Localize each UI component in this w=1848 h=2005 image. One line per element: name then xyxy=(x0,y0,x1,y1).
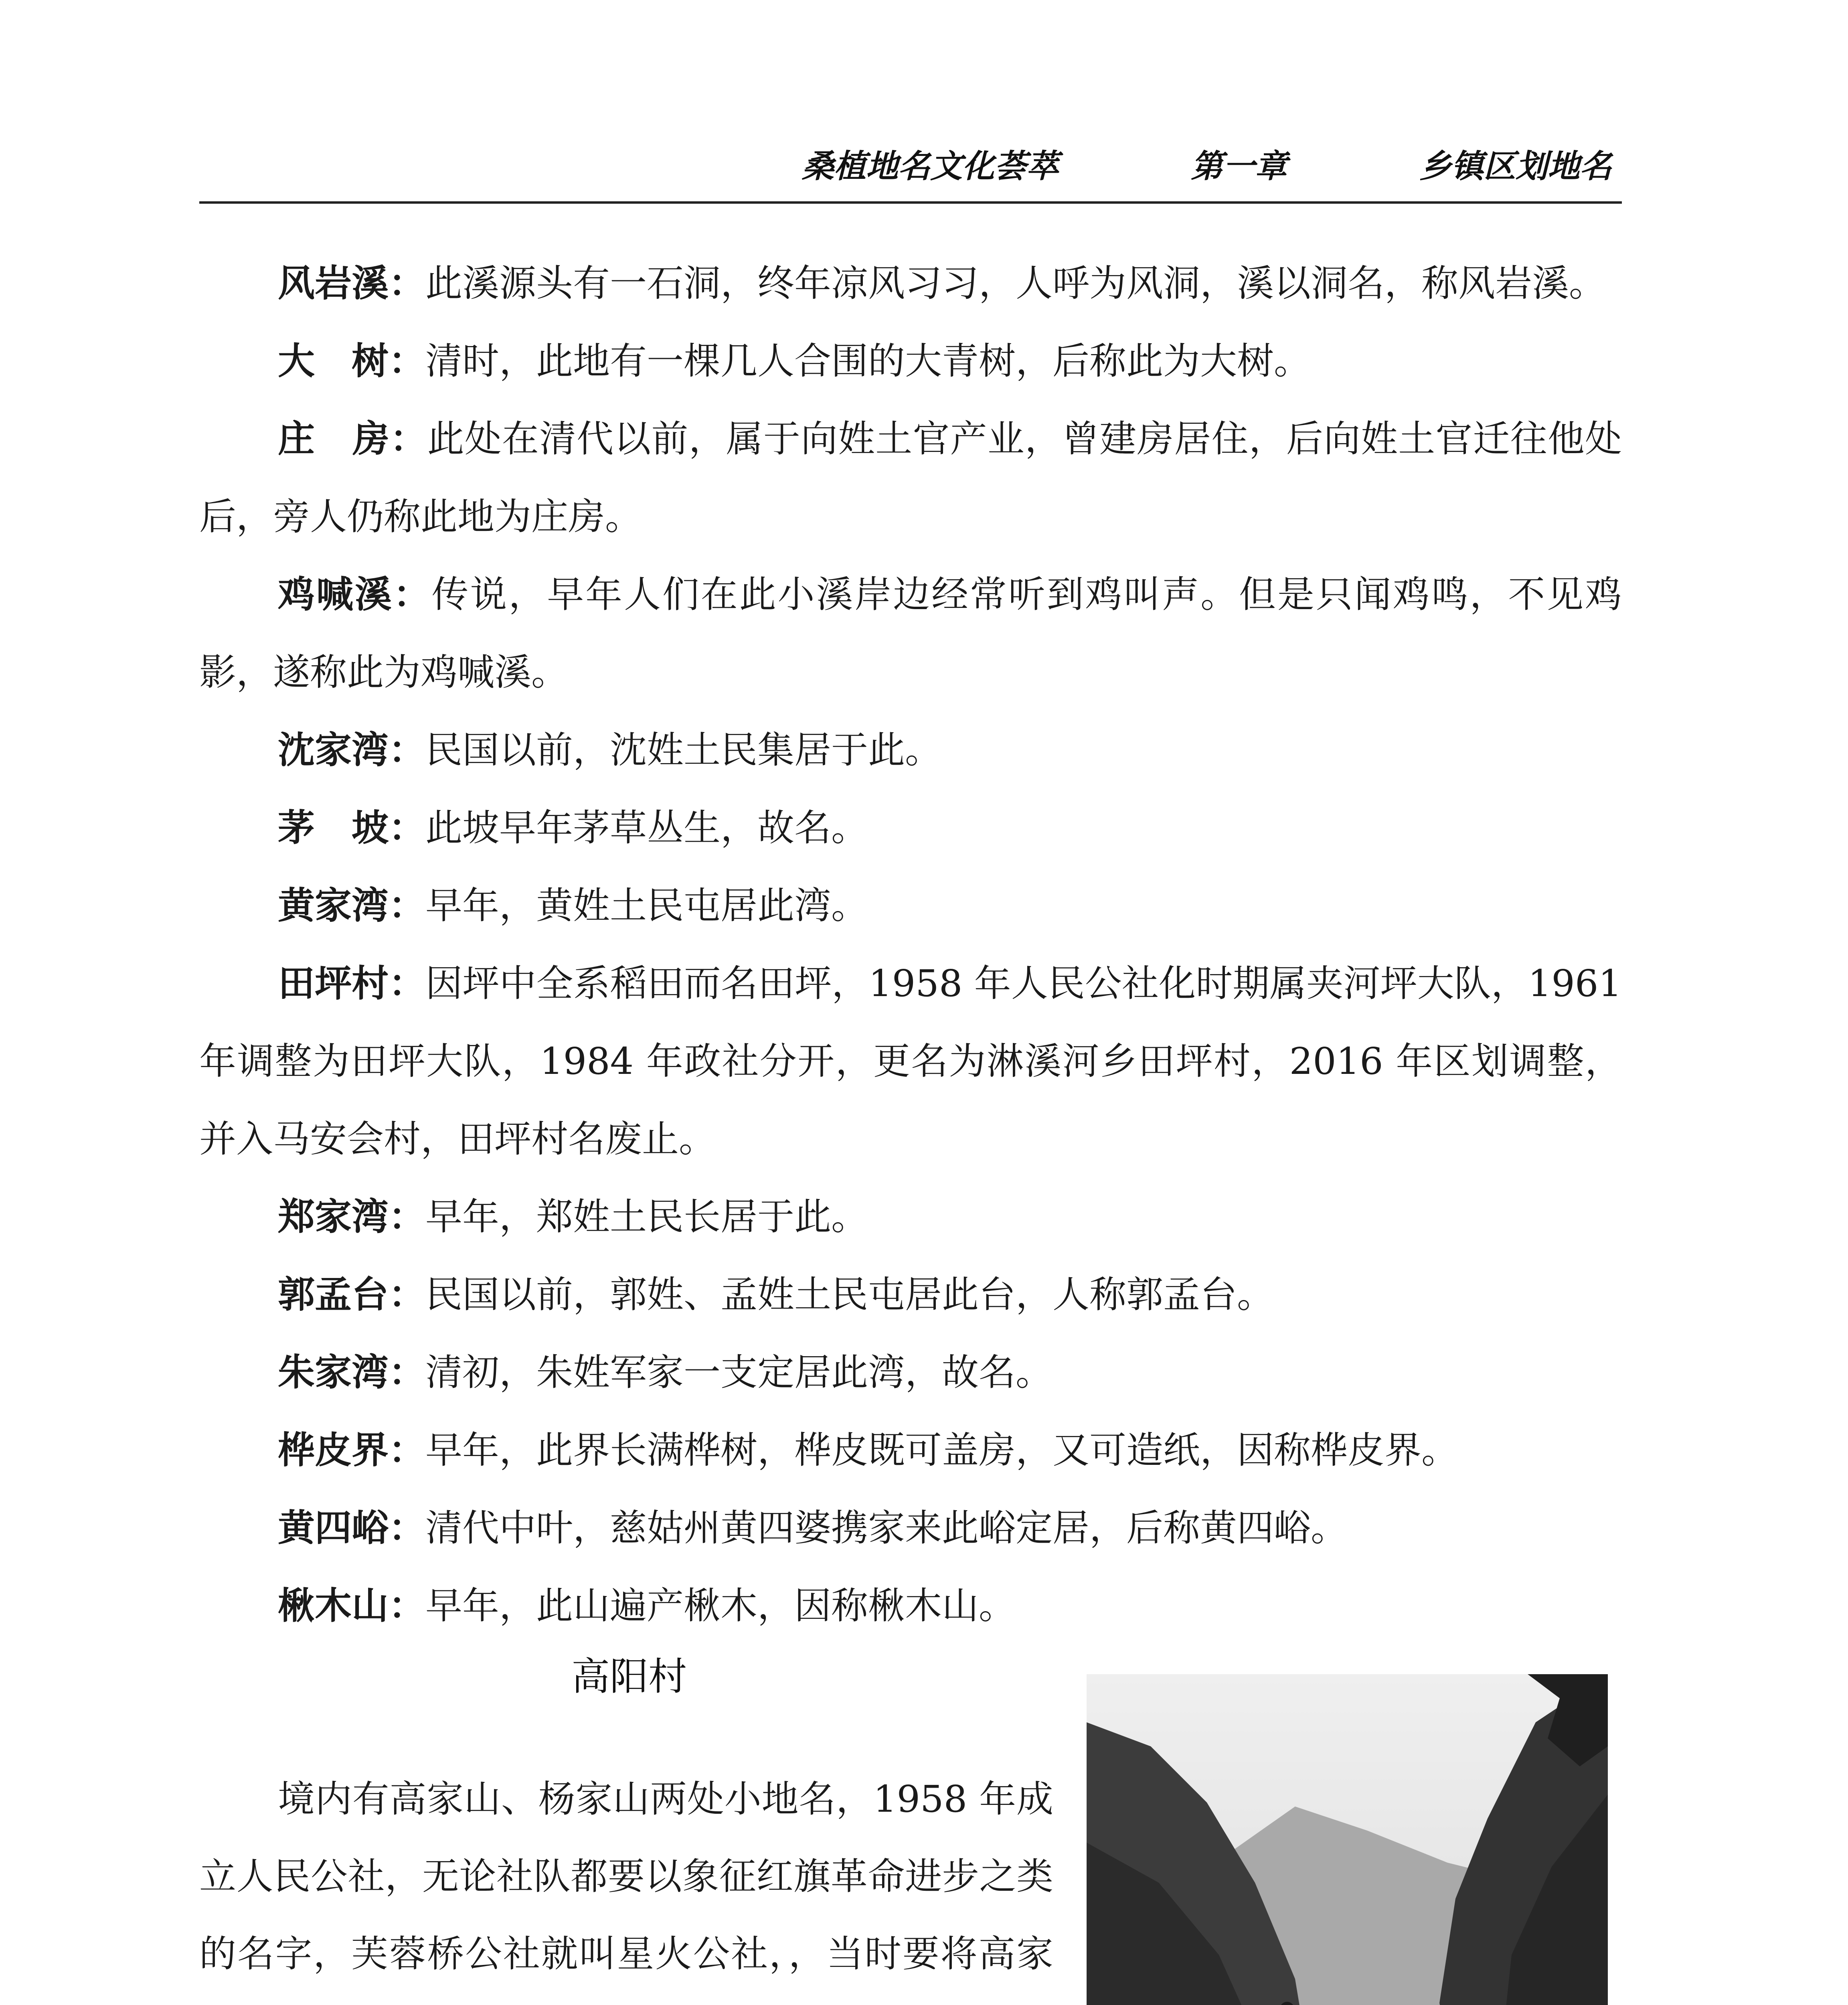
entry-term: 庄 房 xyxy=(278,417,390,460)
entry-term: 郑家湾 xyxy=(278,1195,389,1238)
term-separator: ： xyxy=(389,962,426,1005)
term-separator: ： xyxy=(389,1273,426,1316)
entry-term: 桦皮界 xyxy=(278,1429,389,1472)
term-separator: ： xyxy=(389,1584,426,1627)
term-separator: ： xyxy=(389,884,426,927)
term-separator: ： xyxy=(389,806,426,849)
entry-term: 鸡喊溪 xyxy=(278,573,393,616)
entry-term: 黄家湾 xyxy=(278,884,389,927)
entry-text: 此坡早年茅草丛生，故名。 xyxy=(425,806,868,849)
village-paragraph: 境内有高家山、杨家山两处小地名，1958 年成立人民公社，无论社队都要以象征红旗革命进步之类的名字，芙蓉桥公社就叫星火公社，，当时要将高家 xyxy=(199,1778,1053,1975)
entry xyxy=(199,322,1622,400)
entry xyxy=(199,789,1622,867)
entry-term: 大 树 xyxy=(278,340,389,383)
entry xyxy=(199,1178,1622,1256)
entry-text: 传说，早年人们在此小溪岸边经常听到鸡叫声。但是只闻鸡鸣，不见鸡影，遂称此为鸡喊溪。 xyxy=(199,573,1622,694)
entry-text: 此处在清代以前，属于向姓土官产业，曾建房居住，后向姓土官迁往他处后，旁人仍称此地为庄房。 xyxy=(199,417,1622,538)
term-separator: ： xyxy=(393,573,432,616)
term-separator: ： xyxy=(389,262,426,305)
entry xyxy=(199,1256,1622,1334)
entry-term: 郭孟台 xyxy=(278,1273,389,1316)
entry-text: 此溪源头有一石洞，终年凉风习习，人呼为风洞，溪以洞名，称风岩溪。 xyxy=(425,262,1606,305)
entry xyxy=(199,1334,1622,1412)
entry-term: 沈家湾 xyxy=(278,729,389,772)
photo-illustration xyxy=(1087,1674,1608,2005)
term-separator: ： xyxy=(390,417,427,460)
chapter-title: 乡镇区划地名 xyxy=(1419,147,1612,185)
chapter-number: 第一章 xyxy=(1191,147,1287,185)
entry xyxy=(199,1489,1622,1567)
village-description xyxy=(199,1760,1053,2005)
entry-text: 民国以前，郭姓、孟姓土民屯居此台，人称郭孟台。 xyxy=(425,1273,1274,1316)
entry-text: 清时，此地有一棵几人合围的大青树，后称此为大树。 xyxy=(425,340,1311,383)
mountain-path-photo xyxy=(1087,1674,1608,2005)
entry-text: 清代中叶，慈姑州黄四婆携家来此峪定居，后称黄四峪。 xyxy=(425,1507,1348,1549)
term-separator: ： xyxy=(389,729,426,772)
entry-text: 早年，此山遍产楸木，因称楸木山。 xyxy=(425,1584,1016,1627)
term-separator: ： xyxy=(389,1429,426,1472)
entry-text: 因坪中全系稻田而名田坪，1958 年人民公社化时期属夹河坪大队，1961 年调整为田坪大队，1984 年政社分开，更名为淋溪河乡田坪村，2016 年区划调整，并入马安会村，田坪村名废止。 xyxy=(199,962,1622,1160)
entry-term: 风岩溪 xyxy=(278,262,389,305)
entry-text: 民国以前，沈姓土民集居于此。 xyxy=(425,729,942,772)
entry xyxy=(199,1567,1622,1645)
entry-text: 早年，郑姓土民长居于此。 xyxy=(425,1195,868,1238)
entry xyxy=(199,867,1622,945)
term-separator: ： xyxy=(389,1507,426,1549)
entry-text: 早年，黄姓土民屯居此湾。 xyxy=(425,884,868,927)
entry xyxy=(199,556,1622,711)
entry-text: 早年，此界长满桦树，桦皮既可盖房，又可造纸，因称桦皮界。 xyxy=(425,1429,1459,1472)
entry-term: 楸木山 xyxy=(278,1584,389,1627)
entry xyxy=(199,711,1622,789)
entry-text: 清初，朱姓军家一支定居此湾，故名。 xyxy=(425,1351,1053,1394)
place-name-entries xyxy=(199,245,1622,1645)
header-rule xyxy=(199,201,1622,204)
entry-term: 茅 坡 xyxy=(278,806,389,849)
section-title: 高阳村 xyxy=(571,1654,687,1699)
entry xyxy=(199,945,1622,1178)
entry-term: 朱家湾 xyxy=(278,1351,389,1394)
entry xyxy=(199,1412,1622,1489)
book-title: 桑植地名文化荟萃 xyxy=(802,147,1059,185)
entry-term: 黄四峪 xyxy=(278,1507,389,1549)
entry xyxy=(199,400,1622,556)
running-header xyxy=(802,140,1612,186)
term-separator: ： xyxy=(389,340,426,383)
entry-term: 田坪村 xyxy=(278,962,389,1005)
term-separator: ： xyxy=(389,1351,426,1394)
entry xyxy=(199,245,1622,322)
term-separator: ： xyxy=(389,1195,426,1238)
